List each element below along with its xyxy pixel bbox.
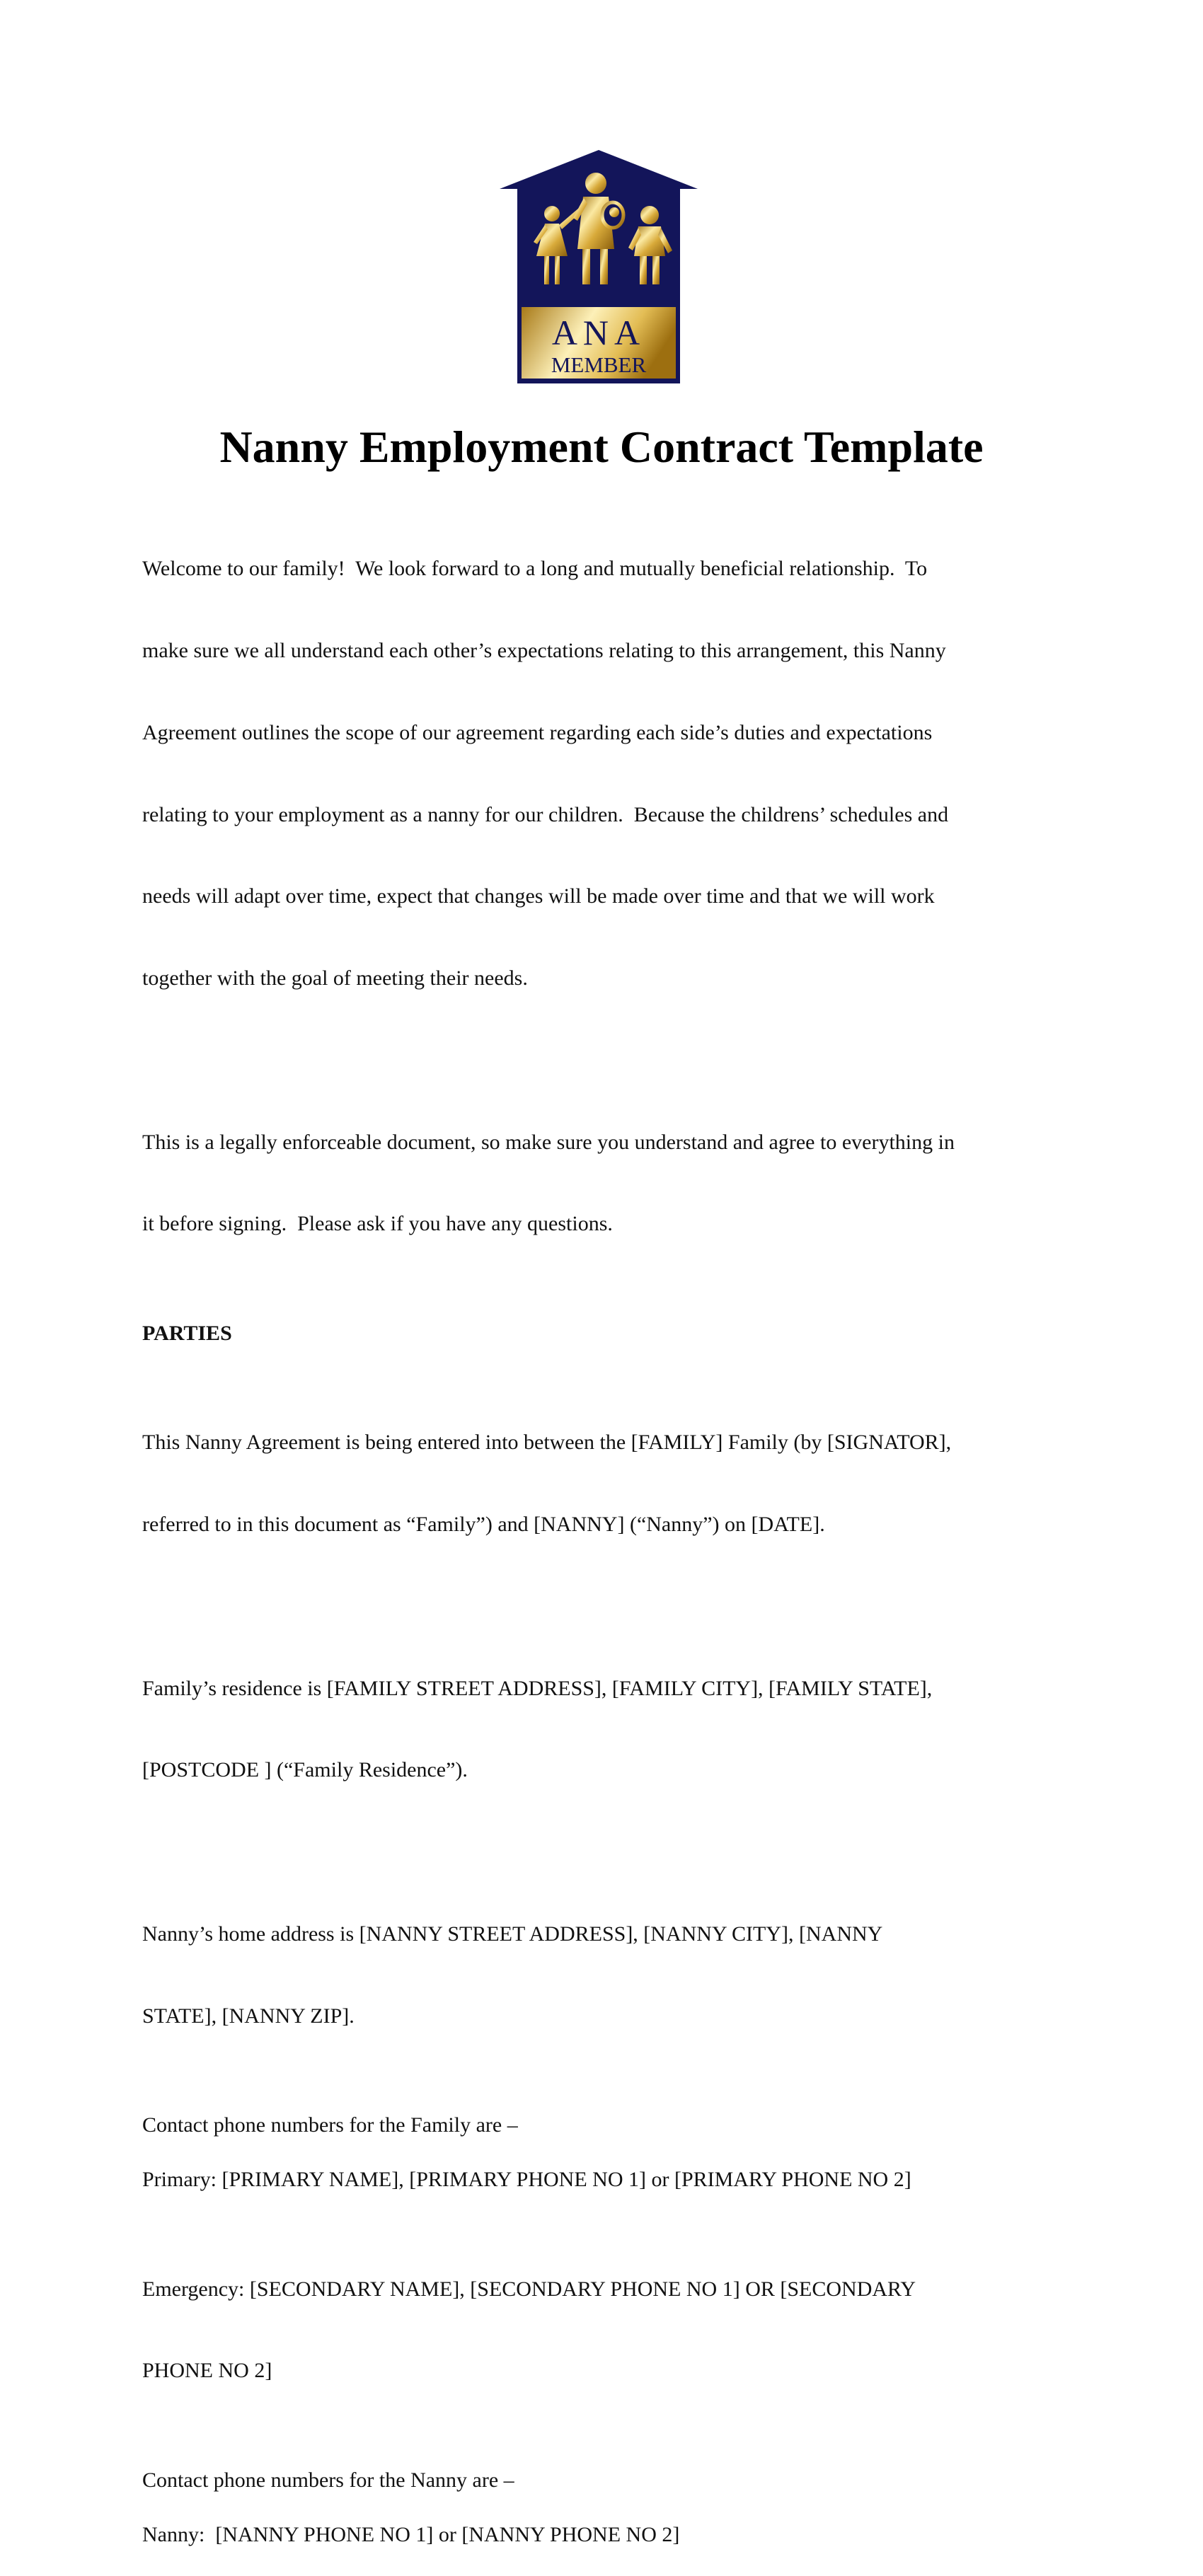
agreement-paragraph [142,1375,1069,1593]
emergency-contact-line: PHONE NO 2] [142,2359,272,2383]
agreement-line: referred to in this document as “Family”) and [NANNY] (“Nanny”) on [DATE]. [142,1512,825,1536]
intro-line: relating to your employment as a nanny for our children. Because the childrens’ schedules and [142,802,949,826]
agreement-line: This Nanny Agreement is being entered into between the [FAMILY] Family (by [SIGNATOR], [142,1431,952,1455]
emergency-contact-line: Emergency: [SECONDARY NAME], [SECONDARY PHONE NO 1] OR [SECONDARY [142,2277,916,2301]
intro-paragraph [142,501,1069,1047]
emergency-contact-paragraph [142,2221,1069,2439]
intro-line: needs will adapt over time, expect that changes will be made over time and that we will work [142,884,935,908]
intro-line: together with the goal of meeting their needs. [142,966,528,990]
family-contacts-intro: Contact phone numbers for the Family are – [142,2113,518,2137]
parties-heading: PARTIES [142,1321,232,1345]
nanny-address-line: Nanny’s home address is [NANNY STREET ADDRESS], [NANNY CITY], [NANNY [142,1922,883,1946]
logo-word-top: ANA [551,313,646,352]
family-residence-paragraph [142,1620,1069,1839]
family-residence-line: [POSTCODE ] (“Family Residence”). [142,1758,468,1782]
nanny-address-line: STATE], [NANNY ZIP]. [142,2004,355,2028]
family-residence-line: Family’s residence is [FAMILY STREET ADDRESS], [FAMILY CITY], [FAMILY STATE], [142,1676,933,1700]
nanny-contact: Nanny: [NANNY PHONE NO 1] or [NANNY PHONE NO 2] [142,2522,680,2546]
nanny-address-paragraph [142,1866,1069,2085]
document-title: Nanny Employment Contract Template [219,422,984,472]
intro-line: Agreement outlines the scope of our agreement regarding each side’s duties and expectations [142,720,933,744]
primary-contact: Primary: [PRIMARY NAME], [PRIMARY PHONE NO 1] or [PRIMARY PHONE NO 2] [142,2168,911,2192]
intro-line: Welcome to our family! We look forward to a long and mutually beneficial relationship. To [142,557,928,581]
legal-note-paragraph [142,1074,1069,1293]
ana-member-logo [500,150,698,383]
ana-member-logo-graphic [500,150,698,383]
legal-note-line: it before signing. Please ask if you have any questions. [142,1212,613,1236]
document-body [142,501,1069,2576]
legal-note-line: This is a legally enforceable document, so make sure you understand and agree to everything in [142,1130,955,1154]
intro-line: make sure we all understand each other’s expectations relating to this arrangement, this Nanny [142,638,946,662]
nanny-contacts-intro: Contact phone numbers for the Nanny are – [142,2468,514,2492]
logo-word-bottom: MEMBER [551,352,647,377]
